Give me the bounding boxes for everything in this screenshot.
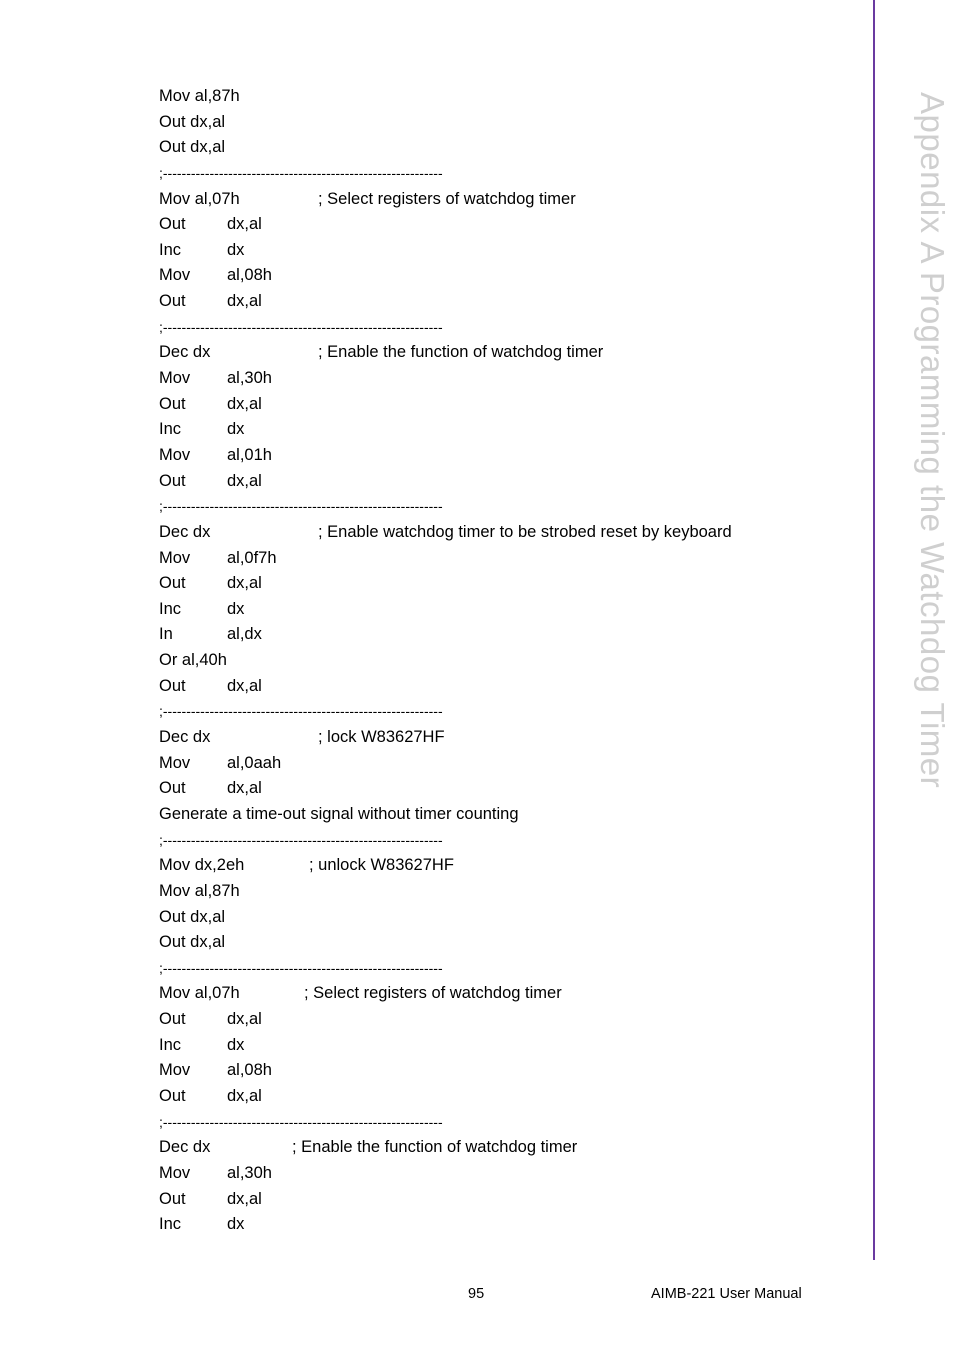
code-line	[159, 725, 839, 751]
code-line	[159, 674, 839, 700]
separator-line: ;------------------------------------------------------------	[159, 959, 443, 976]
code-operand: al,0f7h	[227, 548, 277, 567]
code-line	[159, 469, 839, 495]
code-line	[159, 1161, 839, 1187]
code-line	[159, 597, 839, 623]
code-line	[159, 110, 839, 136]
code-instruction: Mov	[159, 445, 191, 464]
code-instruction: Inc	[159, 599, 182, 618]
code-operand: dx,al	[227, 676, 262, 695]
code-listing	[159, 84, 839, 1238]
code-instruction: Mov	[159, 1061, 191, 1080]
code-comment: ; Select registers of watchdog timer	[318, 189, 576, 208]
code-line	[159, 187, 839, 213]
code-line	[159, 879, 839, 905]
code-operand: dx,al	[227, 292, 262, 311]
code-instruction: Or al,40h	[159, 651, 227, 670]
code-instruction: Mov	[159, 548, 191, 567]
code-instruction: Mov al,07h	[159, 984, 240, 1003]
code-instruction: Out	[159, 292, 186, 311]
code-line	[159, 366, 839, 392]
separator-line: ;------------------------------------------------------------	[159, 703, 443, 720]
code-instruction: Mov al,87h	[159, 87, 240, 105]
margin-rule	[873, 0, 875, 1260]
code-instruction: Out dx,al	[159, 933, 226, 952]
chapter-side-title: Appendix A Programming the Watchdog Timer	[914, 92, 951, 789]
code-line	[159, 981, 839, 1007]
code-line	[159, 1110, 839, 1136]
code-instruction: Out	[159, 215, 186, 234]
code-operand: dx,al	[227, 1010, 262, 1029]
code-instruction: Mov	[159, 266, 191, 285]
code-instruction: Out	[159, 471, 186, 490]
code-line	[159, 956, 839, 982]
code-comment: ; Select registers of watchdog timer	[304, 984, 562, 1003]
separator-line: ;------------------------------------------------------------	[159, 1113, 443, 1130]
code-line	[159, 776, 839, 802]
code-line	[159, 648, 839, 674]
code-line	[159, 546, 839, 572]
page-number: 95	[468, 1286, 485, 1302]
code-operand: dx,al	[227, 574, 262, 593]
code-instruction: Mov	[159, 369, 191, 388]
code-instruction: Inc	[159, 1215, 182, 1234]
code-operand: al,dx	[227, 625, 262, 644]
code-line	[159, 84, 839, 110]
code-operand: dx,al	[227, 471, 262, 490]
code-operand: dx,al	[227, 215, 262, 234]
code-operand: dx,al	[227, 1086, 262, 1105]
code-line	[159, 340, 839, 366]
code-operand: al,08h	[227, 266, 272, 285]
code-comment: ; Enable watchdog timer to be strobed reset by keyboard	[318, 522, 732, 541]
code-operand: dx	[227, 1035, 245, 1054]
code-line	[159, 699, 839, 725]
code-instruction: Out dx,al	[159, 907, 226, 926]
code-comment: ; Enable the function of watchdog timer	[318, 343, 604, 362]
code-line	[159, 751, 839, 777]
separator-line: ;------------------------------------------------------------	[159, 164, 443, 181]
code-instruction: Out dx,al	[159, 112, 226, 131]
code-instruction: Dec dx	[159, 522, 211, 541]
code-instruction: Out	[159, 1086, 186, 1105]
code-instruction: Out	[159, 676, 186, 695]
code-instruction: Out dx,al	[159, 138, 226, 157]
code-operand: al,0aah	[227, 753, 282, 772]
code-instruction: Mov al,87h	[159, 881, 240, 900]
code-line	[159, 828, 839, 854]
code-comment: ; Enable the function of watchdog timer	[292, 1138, 578, 1157]
code-instruction: Mov	[159, 1163, 191, 1182]
code-comment: ; unlock W83627HF	[309, 856, 454, 875]
code-line	[159, 392, 839, 418]
code-line	[159, 238, 839, 264]
code-line	[159, 1084, 839, 1110]
code-line	[159, 1212, 839, 1238]
code-instruction: Mov al,07h	[159, 189, 240, 208]
code-instruction: Out	[159, 574, 186, 593]
code-line	[159, 1135, 839, 1161]
code-operand: al,30h	[227, 369, 272, 388]
code-instruction: Inc	[159, 1035, 182, 1054]
code-line	[159, 135, 839, 161]
code-line	[159, 802, 839, 828]
code-operand: al,30h	[227, 1163, 272, 1182]
code-operand: dx,al	[227, 779, 262, 798]
code-operand: dx	[227, 240, 245, 259]
code-line	[159, 1058, 839, 1084]
code-comment: ; lock W83627HF	[318, 728, 445, 747]
separator-line: ;------------------------------------------------------------	[159, 498, 443, 515]
code-operand: al,01h	[227, 445, 272, 464]
code-operand: dx,al	[227, 1189, 262, 1208]
code-line	[159, 161, 839, 187]
code-operand: dx	[227, 1215, 245, 1234]
code-line	[159, 443, 839, 469]
code-instruction: In	[159, 625, 173, 644]
code-line	[159, 1007, 839, 1033]
separator-line: ;------------------------------------------------------------	[159, 831, 443, 848]
code-line	[159, 905, 839, 931]
code-line	[159, 520, 839, 546]
code-line	[159, 494, 839, 520]
code-line	[159, 622, 839, 648]
code-line	[159, 417, 839, 443]
code-operand: dx	[227, 420, 245, 439]
code-instruction: Dec dx	[159, 343, 211, 362]
code-line	[159, 930, 839, 956]
code-line	[159, 1187, 839, 1213]
code-line	[159, 289, 839, 315]
code-line	[159, 571, 839, 597]
code-instruction: Inc	[159, 240, 182, 259]
code-operand: dx,al	[227, 394, 262, 413]
code-operand: al,08h	[227, 1061, 272, 1080]
code-instruction: Mov dx,2eh	[159, 856, 245, 875]
code-line	[159, 1033, 839, 1059]
code-instruction: Out	[159, 1189, 186, 1208]
code-line	[159, 853, 839, 879]
code-instruction: Inc	[159, 420, 182, 439]
code-operand: dx	[227, 599, 245, 618]
code-instruction: Dec dx	[159, 1138, 211, 1157]
code-instruction: Out	[159, 779, 186, 798]
manual-title: AIMB-221 User Manual	[651, 1286, 802, 1302]
code-instruction: Dec dx	[159, 728, 211, 747]
code-line	[159, 315, 839, 341]
code-line	[159, 212, 839, 238]
code-instruction: Mov	[159, 753, 191, 772]
code-instruction: Out	[159, 394, 186, 413]
code-line	[159, 263, 839, 289]
code-instruction: Out	[159, 1010, 186, 1029]
code-instruction: Generate a time-out signal without timer counting	[159, 804, 519, 823]
separator-line: ;------------------------------------------------------------	[159, 318, 443, 335]
